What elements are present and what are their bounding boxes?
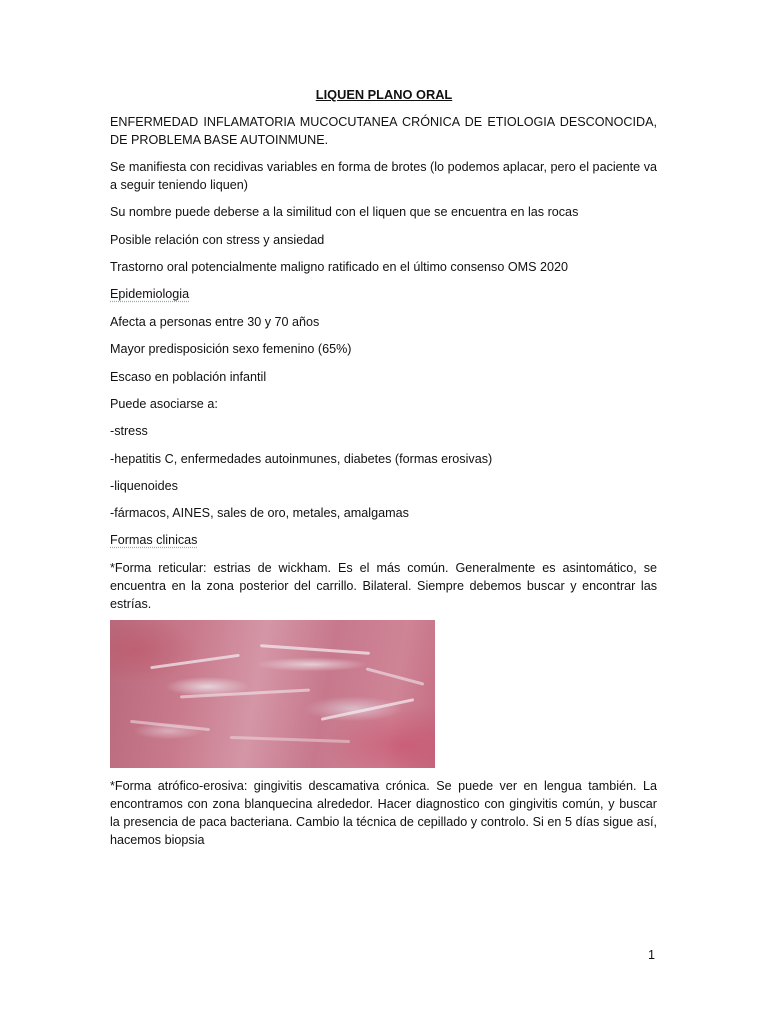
intro-paragraph: ENFERMEDAD INFLAMATORIA MUCOCUTANEA CRÓNICA DE ETIOLOGIA DESCONOCIDA, DE PROBLEMA BASE AUTOINMUNE. bbox=[110, 115, 657, 147]
paragraph-stress: Posible relación con stress y ansiedad bbox=[110, 233, 325, 247]
paragraph-oms: Trastorno oral potencialmente maligno ratificado en el último consenso OMS 2020 bbox=[110, 260, 569, 274]
paragraph-nombre: Su nombre puede deberse a la similitud con el liquen que se encuentra en las rocas bbox=[110, 205, 579, 219]
epi-line: Mayor predisposición sexo femenino (65%) bbox=[110, 342, 352, 356]
page-number: 1 bbox=[648, 948, 656, 962]
paragraph-forma-reticular: *Forma reticular: estrias de wickham. Es el más común. Generalmente es asintomático, se encuentra en la zona posterior del carrillo. Bilateral. Siempre debemos buscar y encontrar las estrías. bbox=[110, 561, 657, 611]
epi-line: Afecta a personas entre 30 y 70 años bbox=[110, 315, 320, 329]
epi-line: -stress bbox=[110, 424, 148, 438]
epi-line: Puede asociarse a: bbox=[110, 397, 218, 411]
paragraph-brotes: Se manifiesta con recidivas variables en forma de brotes (lo podemos aplacar, pero el paciente va a seguir teniendo liquen) bbox=[110, 160, 657, 192]
epi-line: -hepatitis C, enfermedades autoinmunes, diabetes (formas erosivas) bbox=[110, 452, 493, 466]
paragraph-forma-atrofica: *Forma atrófico-erosiva: gingivitis descamativa crónica. Se puede ver en lengua también. La encontramos con zona blanquecina alrededor. Hacer diagnostico con gingivitis común, y buscar la presencia de paca bacteriana. Cambio la técnica de cepillado y controlo. Si en 5 días sigue así, hacemos biopsia bbox=[110, 779, 657, 847]
epi-line: -fármacos, AINES, sales de oro, metales, amalgamas bbox=[110, 506, 409, 520]
page-title: LIQUEN PLANO ORAL bbox=[315, 87, 453, 102]
oral-mucosa-photo bbox=[110, 620, 435, 768]
epi-line: -liquenoides bbox=[110, 479, 178, 493]
epi-line: Escaso en población infantil bbox=[110, 370, 267, 384]
section-heading-epidemiologia: Epidemiologia bbox=[110, 287, 190, 301]
section-heading-formas: Formas clinicas bbox=[110, 533, 198, 547]
